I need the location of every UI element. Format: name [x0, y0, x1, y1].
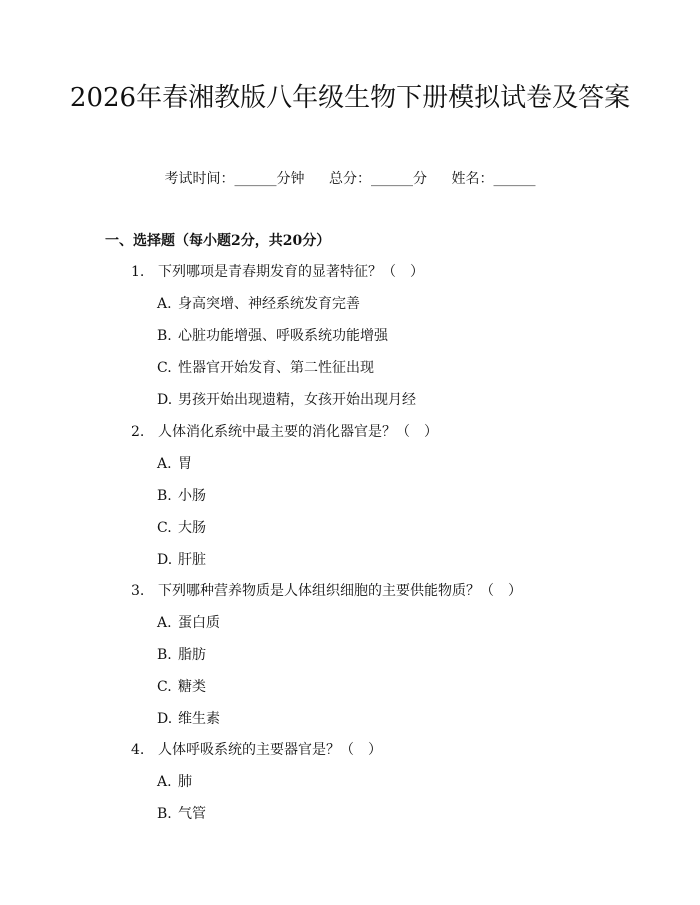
- question-3: [131, 580, 522, 600]
- question-4-option-b: [157, 803, 206, 823]
- question-1-option-d: [157, 389, 416, 409]
- question-number: 1.: [131, 264, 145, 280]
- question-3-option-b: [157, 644, 206, 664]
- option-text: 大肠: [178, 520, 206, 536]
- question-text: 下列哪项是青春期发育的显著特征？（ ）: [158, 264, 424, 280]
- total-score-field: 总分：______分: [329, 171, 427, 187]
- option-letter: A.: [157, 615, 172, 631]
- question-1-option-c: [157, 357, 374, 377]
- option-text: 肺: [178, 774, 192, 790]
- section-heading: 一、选择题（每小题2分，共20分）: [105, 233, 331, 249]
- option-text: 脂肪: [178, 647, 206, 663]
- question-text: 下列哪种营养物质是人体组织细胞的主要供能物质？（ ）: [158, 583, 522, 599]
- option-letter: D.: [157, 392, 173, 408]
- option-letter: D.: [157, 552, 173, 568]
- option-letter: B.: [157, 806, 172, 822]
- option-letter: B.: [157, 328, 172, 344]
- question-1-option-a: [157, 293, 360, 313]
- option-text: 心脏功能增强、呼吸系统功能增强: [178, 328, 388, 344]
- question-number: 3.: [131, 583, 145, 599]
- question-2-option-d: [157, 549, 206, 569]
- option-letter: B.: [157, 647, 172, 663]
- question-1: [131, 261, 424, 281]
- question-3-option-c: [157, 676, 206, 696]
- question-2: [131, 421, 438, 441]
- option-letter: C.: [157, 360, 172, 376]
- question-text: 人体呼吸系统的主要器官是？（ ）: [158, 742, 382, 758]
- option-text: 糖类: [178, 679, 206, 695]
- question-number: 2.: [131, 424, 145, 440]
- option-letter: C.: [157, 679, 172, 695]
- question-1-option-b: [157, 325, 388, 345]
- option-letter: A.: [157, 296, 172, 312]
- option-text: 肝脏: [178, 552, 206, 568]
- option-letter: C.: [157, 520, 172, 536]
- option-text: 性器官开始发育、第二性征出现: [178, 360, 374, 376]
- question-2-option-c: [157, 517, 206, 537]
- option-text: 维生素: [178, 711, 220, 727]
- question-4-option-a: [157, 771, 192, 791]
- exam-info: [0, 168, 700, 188]
- question-2-option-b: [157, 485, 206, 505]
- option-text: 身高突增、神经系统发育完善: [178, 296, 360, 312]
- option-text: 气管: [178, 806, 206, 822]
- question-2-option-a: [157, 453, 192, 473]
- option-text: 胃: [178, 456, 192, 472]
- option-text: 小肠: [178, 488, 206, 504]
- question-4: [131, 739, 382, 759]
- option-letter: A.: [157, 774, 172, 790]
- document-title: 2026年春湘教版八年级生物下册模拟试卷及答案: [69, 83, 631, 113]
- question-number: 4.: [131, 742, 145, 758]
- option-letter: D.: [157, 711, 173, 727]
- option-text: 蛋白质: [178, 615, 220, 631]
- exam-time-field: 考试时间：______分钟: [164, 171, 305, 187]
- question-text: 人体消化系统中最主要的消化器官是？（ ）: [158, 424, 438, 440]
- question-3-option-d: [157, 708, 220, 728]
- option-text: 男孩开始出现遗精，女孩开始出现月经: [178, 392, 416, 408]
- option-letter: B.: [157, 488, 172, 504]
- student-name-field: 姓名：______: [451, 171, 536, 187]
- option-letter: A.: [157, 456, 172, 472]
- question-3-option-a: [157, 612, 220, 632]
